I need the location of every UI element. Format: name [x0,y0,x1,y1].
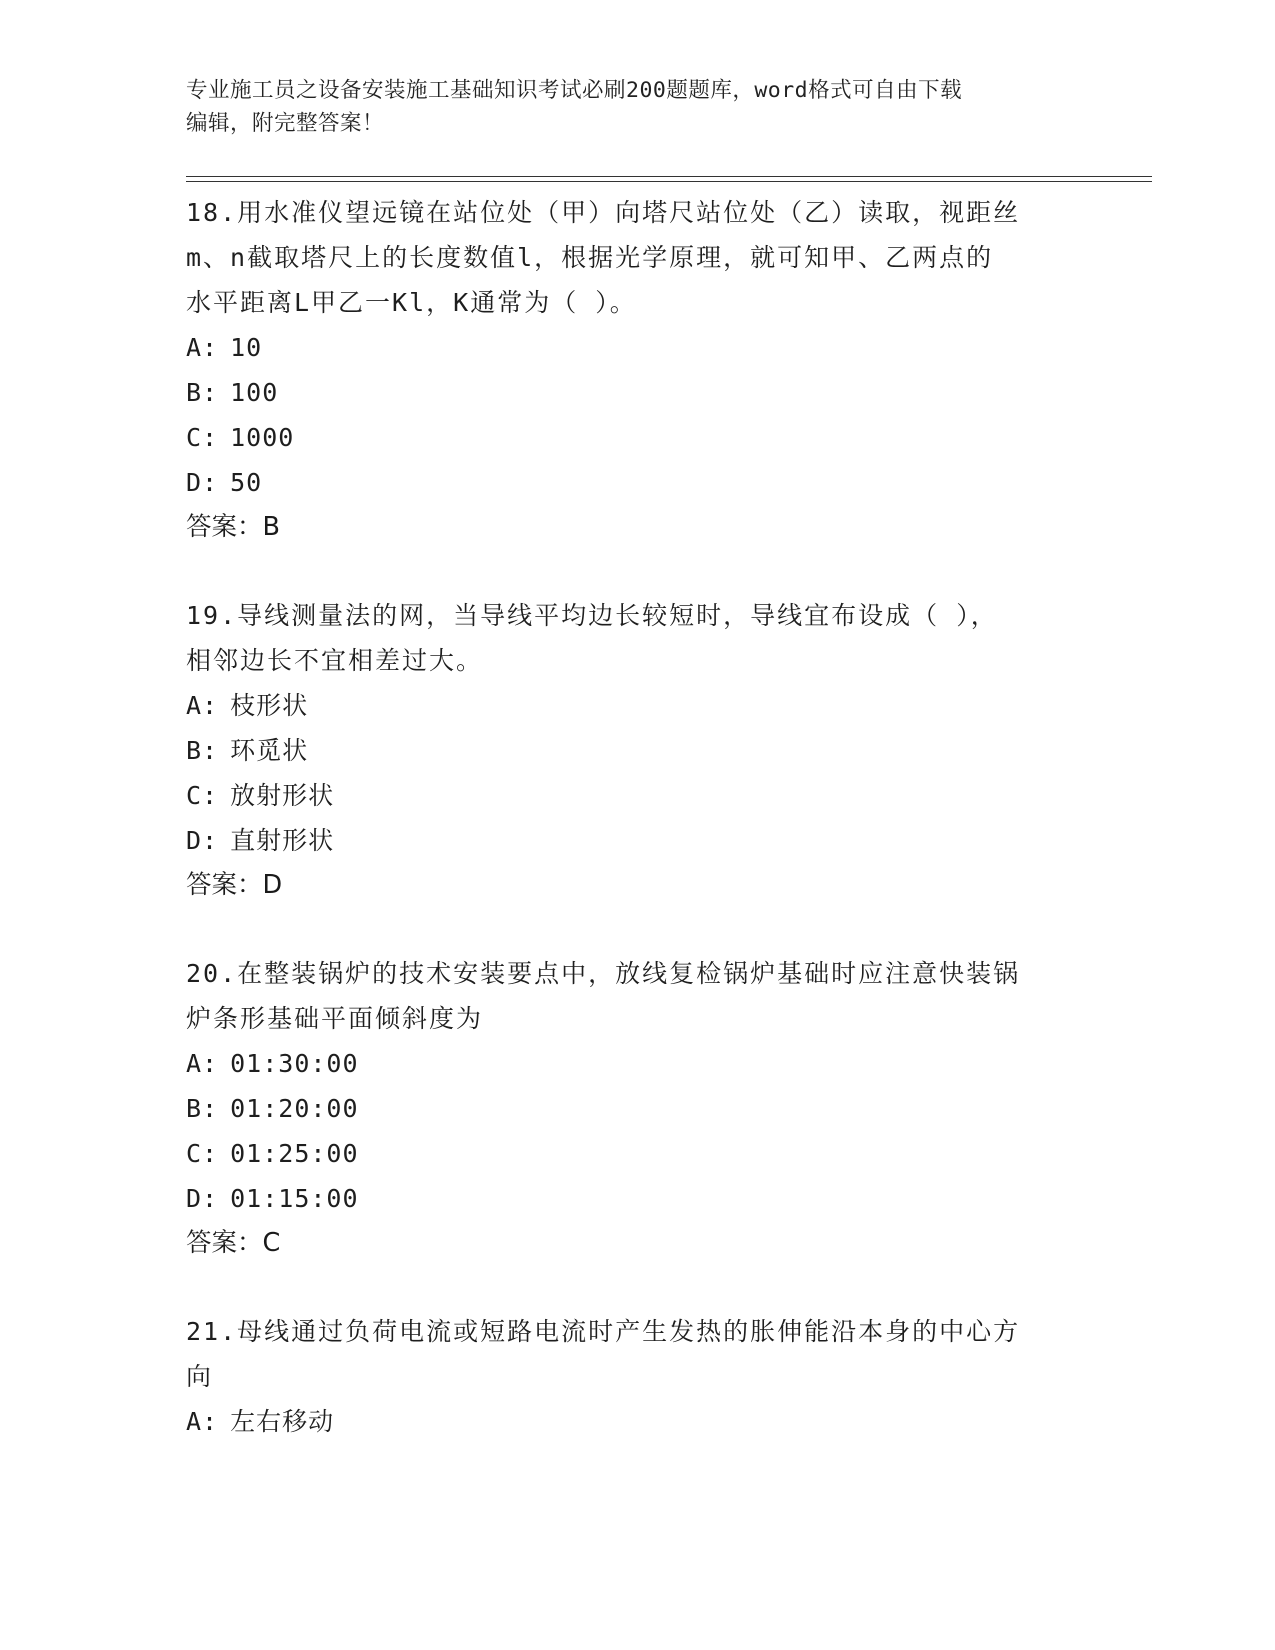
question-stem [186,1309,1086,1399]
option-key: C: [186,423,219,452]
answer-line: 答案：B [186,512,280,542]
option-a [186,1041,1086,1086]
option-b [186,728,1086,773]
option-c [186,1131,1086,1176]
option-text: 01:30:00 [230,1049,359,1078]
option-a [186,1399,1086,1444]
stem-line: m、n截取塔尺上的长度数值l，根据光学原理，就可知甲、乙两点的 [186,243,994,272]
stem-line: 炉条形基础平面倾斜度为 [186,1004,484,1033]
option-key: D: [186,468,219,497]
answer-line: 答案：D [186,870,283,900]
option-d [186,818,1086,863]
question-stem [186,190,1086,325]
answer-line: 答案：C [186,1228,281,1258]
option-b [186,1086,1086,1131]
stem-line: 18.用水准仪望远镜在站位处（甲）向塔尺站位处（乙）读取，视距丝 [186,198,1021,227]
stem-line: 20.在整装锅炉的技术安装要点中，放线复检锅炉基础时应注意快装锅 [186,959,1021,988]
header-divider-bottom [186,181,1152,182]
option-text: 01:25:00 [230,1139,359,1168]
option-key: A: [186,691,219,720]
option-key: B: [186,378,219,407]
option-text: 放射形状 [230,781,335,810]
option-text: 100 [230,378,279,407]
option-key: B: [186,736,219,765]
option-text: 01:20:00 [230,1094,359,1123]
option-text: 枝形状 [230,691,309,720]
question-stem [186,593,1086,683]
header-divider-top [186,176,1152,177]
header-line-1: 专业施工员之设备安装施工基础知识考试必刷200题题库，word格式可自由下载 [186,78,963,103]
question-21 [186,1309,1086,1444]
option-c [186,773,1086,818]
stem-line: 19.导线测量法的网，当导线平均边长较短时，导线宜布设成（ ）， [186,601,998,630]
option-a [186,683,1086,728]
stem-line: 相邻边长不宜相差过大。 [186,646,484,675]
question-20 [186,951,1086,1266]
stem-line: 向 [186,1362,214,1391]
option-c [186,415,1086,460]
option-key: D: [186,1184,219,1213]
option-text: 01:15:00 [230,1184,359,1213]
option-key: A: [186,1407,219,1436]
option-text: 50 [230,468,263,497]
stem-line: 21.母线通过负荷电流或短路电流时产生发热的胀伸能沿本身的中心方 [186,1317,1021,1346]
question-18 [186,190,1086,550]
option-key: A: [186,1049,219,1078]
option-key: C: [186,781,219,810]
option-key: D: [186,826,219,855]
option-text: 左右移动 [230,1407,335,1436]
option-text: 1000 [230,423,295,452]
option-key: B: [186,1094,219,1123]
option-key: C: [186,1139,219,1168]
option-text: 直射形状 [230,826,335,855]
option-d [186,1176,1086,1221]
document-header [186,74,1066,140]
header-line-2: 编辑，附完整答案！ [186,111,385,136]
option-key: A: [186,333,219,362]
option-text: 环觅状 [230,736,309,765]
question-stem [186,951,1086,1041]
question-19 [186,593,1086,908]
option-a [186,325,1086,370]
option-b [186,370,1086,415]
stem-line: 水平距离L甲乙一Kl，K通常为（ ）。 [186,288,637,317]
question-list [186,190,1086,1444]
option-d [186,460,1086,505]
option-text: 10 [230,333,263,362]
